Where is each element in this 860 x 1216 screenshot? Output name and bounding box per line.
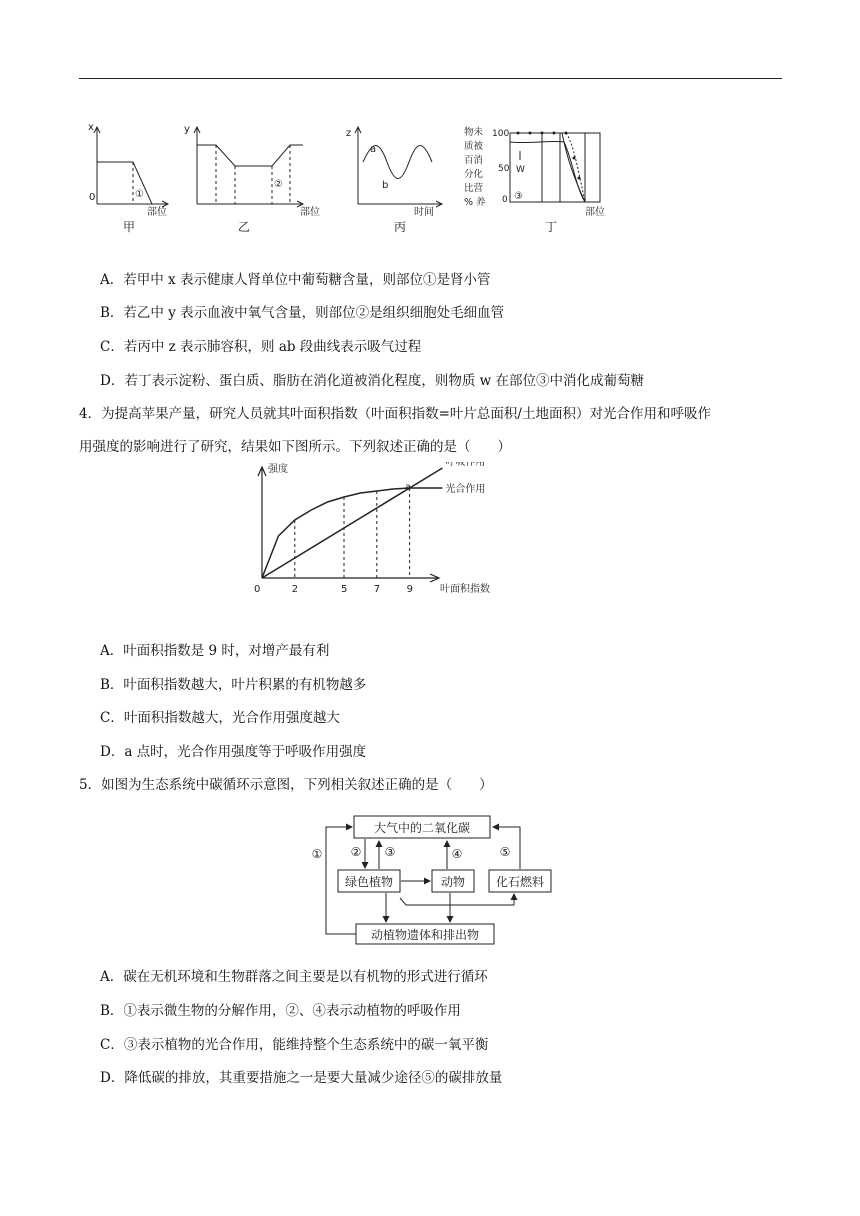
label-remains: 动植物遗体和排出物 [370, 928, 480, 942]
q5-option-a: A．碳在无机环境和生物群落之间主要是以有机物的形式进行循环 [100, 969, 488, 985]
yi-x-label: 部位 [300, 207, 320, 218]
q5-option-c: C．③表示植物的光合作用，能维持整个生态系统中的碳一氧平衡 [100, 1037, 489, 1053]
q4-origin: 0 [254, 584, 261, 595]
q4-x-label: 叶面积指数 [440, 584, 490, 595]
ding-side-label-6: % 养 [464, 197, 486, 208]
label-atmosphere: 大气中的二氧化碳 [373, 821, 471, 835]
q5-option-d: D．降低碳的排放，其重要措施之一是要大量减少途径⑤的碳排放量 [100, 1070, 503, 1086]
bing-caption: 丙 [394, 220, 407, 234]
bing-label-a: a [370, 144, 377, 155]
bing-x-label: 时间 [414, 207, 434, 218]
ding-side-label-1: 物未 [464, 127, 484, 138]
header-rule [79, 78, 782, 79]
ding-caption: 丁 [545, 220, 558, 234]
yi-y-label: y [184, 124, 190, 135]
marker-1: ① [311, 847, 323, 861]
x-tick-9: 9 [406, 584, 413, 595]
label-animals: 动物 [440, 875, 466, 889]
ding-x-label: 部位 [585, 207, 605, 218]
q4-stem-line2: 用强度的影响进行了研究，结果如下图所示。下列叙述正确的是（ ） [79, 439, 511, 455]
ding-tick-50: 50 [498, 164, 510, 174]
marker-3: ③ [384, 845, 396, 859]
yi-caption: 乙 [238, 220, 251, 234]
q4-option-a: A．叶面积指数是 9 时，对增产最有利 [100, 643, 330, 659]
marker-2: ② [350, 845, 362, 859]
series-line-1 [262, 468, 442, 578]
q3-option-b: B．若乙中 y 表示血液中氧气含量，则部位②是组织细胞处毛细血管 [100, 305, 505, 321]
label-plants: 绿色植物 [344, 875, 394, 889]
q5-option-b: B．①表示微生物的分解作用，②、④表示动植物的呼吸作用 [100, 1003, 461, 1019]
jia-y-label: x [88, 122, 94, 133]
label-fossil: 化石燃料 [495, 875, 545, 889]
q4-y-label: 强度 [268, 464, 288, 475]
q3-option-a: A．若甲中 x 表示健康人肾单位中葡萄糖含量，则部位①是肾小管 [100, 272, 491, 288]
figure-q3 [80, 118, 620, 238]
ding-side-label-3: 百消 [464, 155, 484, 166]
q4-option-b: B．叶面积指数越大，叶片积累的有机物越多 [100, 677, 367, 693]
jia-x-label: 部位 [147, 207, 167, 218]
yi-marker: ② [274, 179, 283, 190]
q4-stem-line1: 4．为提高苹果产量，研究人员就其叶面积指数（叶面积指数=叶片总面积/土地面积）对光合作用和呼吸作 [79, 406, 711, 422]
q3-option-d: D．若丁表示淀粉、蛋白质、脂肪在消化道被消化程度，则物质 w 在部位③中消化成葡萄糖 [100, 373, 644, 389]
jia-caption: 甲 [123, 220, 136, 234]
bing-label-b: b [382, 180, 389, 191]
series-label-1: 呼吸作用 [445, 462, 486, 468]
jia-marker: ① [135, 189, 144, 200]
ding-marker: ③ [514, 191, 523, 202]
q5-stem: 5．如图为生态系统中碳循环示意图，下列相关叙述正确的是（ ） [79, 777, 493, 793]
q4-option-c: C．叶面积指数越大，光合作用强度越大 [100, 710, 340, 726]
ding-side-label-5: 比营 [464, 183, 484, 194]
series-label-2: 光合作用 [445, 484, 486, 495]
ding-side-label-2: 质被 [464, 141, 484, 152]
q4-chart [250, 462, 510, 602]
bing-y-label: z [346, 128, 352, 139]
q3-option-c: C．若丙中 z 表示肺容积，则 ab 段曲线表示吸气过程 [100, 339, 422, 355]
marker-5: ⑤ [499, 845, 511, 859]
ding-side-label-4: 分化 [464, 169, 484, 180]
carbon-cycle-diagram [300, 808, 560, 950]
x-tick-2: 2 [291, 584, 299, 595]
jia-origin: 0 [89, 192, 96, 203]
x-tick-7: 7 [373, 584, 381, 595]
series-line-2 [262, 488, 442, 578]
q4-option-d: D．a 点时，光合作用强度等于呼吸作用强度 [100, 744, 367, 760]
ding-tick-0: 0 [502, 195, 508, 205]
ding-label-w: W [516, 165, 525, 175]
ding-tick-100: 100 [492, 129, 510, 139]
x-tick-5: 5 [341, 584, 348, 595]
marker-4: ④ [451, 847, 463, 861]
q4-point-label: a [405, 482, 412, 493]
